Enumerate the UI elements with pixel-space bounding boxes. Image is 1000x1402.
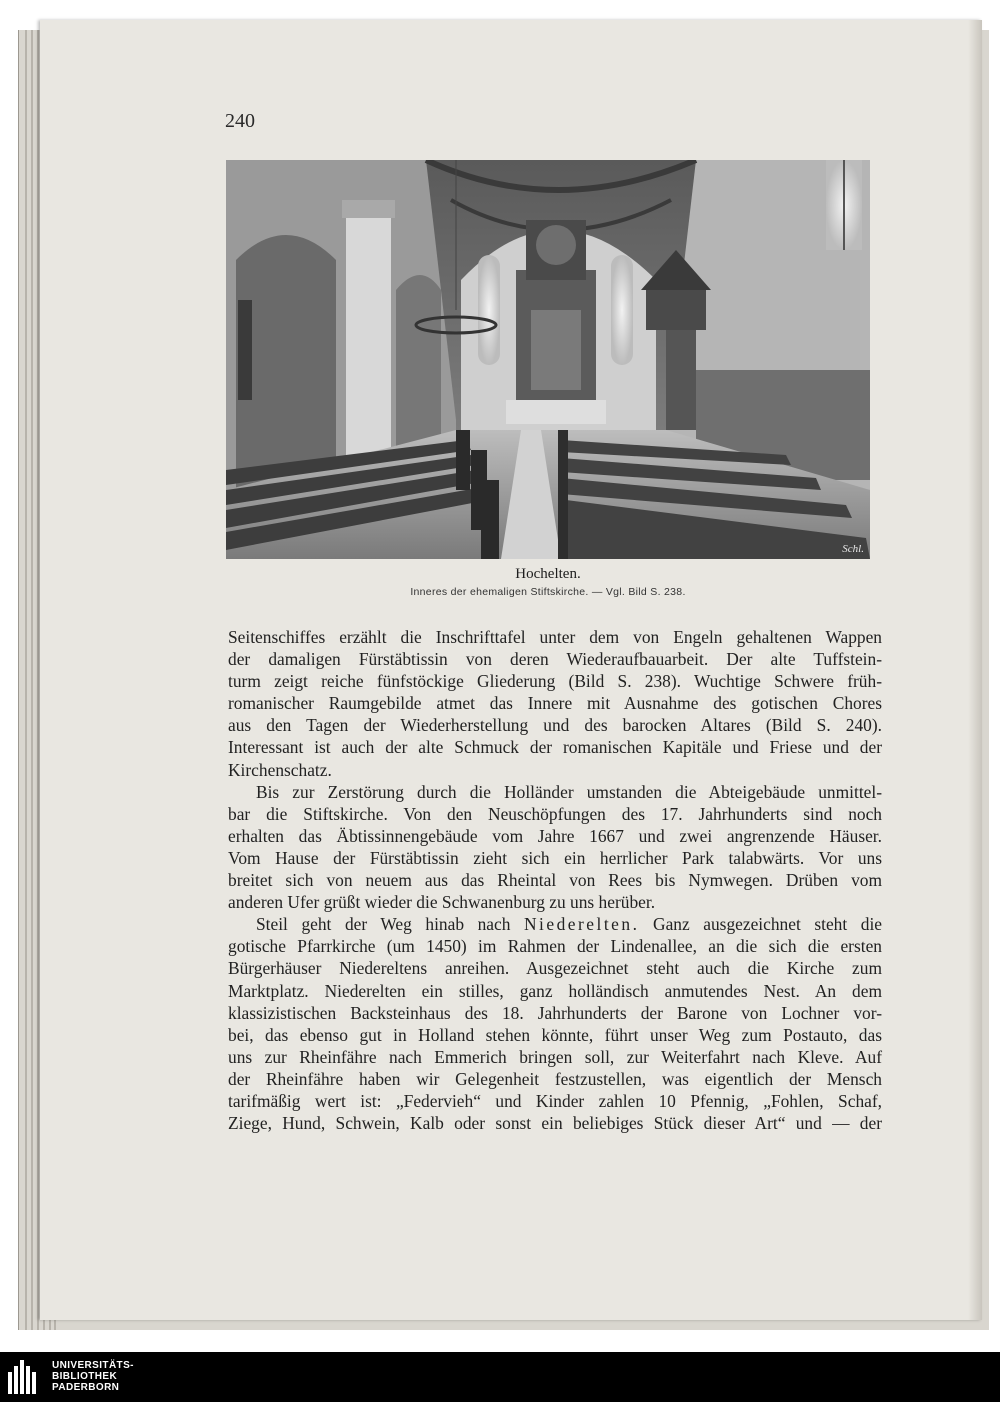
library-name	[52, 1360, 134, 1393]
text-line: Seitenschiffes erzählt die Inschrifttafel unter dem von Engeln gehaltenen Wappen	[228, 627, 882, 647]
place-name-niederelten: Niederelten.	[523, 914, 640, 935]
page-number: 240	[225, 110, 255, 132]
church-interior-photo	[226, 160, 870, 559]
text-line: romanischer Raumgebilde atmet das Innere mit Ausnahme des gotischen Chores	[228, 693, 882, 714]
text-line: bar die Stiftskirche. Von den Neuschöpfungen des 17. Jahrhunderts sind noch	[228, 803, 882, 824]
text-line: Marktplatz. Niederelten ein stilles, ganz holländisch anmutendes Nest. An dem	[228, 980, 882, 1001]
library-name-line: PADERBORN	[52, 1382, 120, 1393]
text-line: bei, das ebenso gut in Holland stehen könnte, führt unser Weg zum Postauto, das	[228, 1024, 882, 1045]
page-edge	[31, 30, 33, 1330]
library-logo-icon	[8, 1360, 42, 1394]
text-line: erhalten das Äbtissinnengebäude vom Jahre 1667 und zwei angrenzende Häuser.	[228, 825, 882, 846]
library-name-line: BIBLIOTHEK	[52, 1371, 118, 1382]
library-footer	[0, 1352, 1000, 1402]
text-line: der Rheinfähre haben wir Gelegenheit festzustellen, was eigentlich der Mensch	[228, 1068, 882, 1089]
text-line: turm zeigt reiche fünfstöckige Gliederung (Bild S. 238). Wuchtige Schwere früh-	[228, 671, 882, 692]
text-line: Bis zur Zerstörung durch die Holländer umstanden die Abteigebäude unmittel-	[256, 781, 882, 802]
text-line: anderen Ufer grüßt wieder die Schwanenburg zu uns herüber.	[228, 892, 656, 913]
figure-caption: Inneres der ehemaligen Stiftskirche. — Vgl. Bild S. 238.	[410, 586, 686, 598]
text-line: tarifmäßig wert ist: „Federvieh“ und Kinder zahlen 10 Pfennig, „Fohlen, Schaf,	[228, 1090, 882, 1111]
text-fragment: Ganz ausgezeichnet steht die	[639, 914, 882, 935]
text-fragment: Steil geht der Weg hinab nach	[256, 914, 524, 935]
page-gutter-shadow	[968, 20, 982, 1320]
text-line: der damaligen Fürstäbtissin von deren Wiederaufbauarbeit. Der alte Tuffstein-	[228, 649, 882, 670]
page-edge	[25, 30, 27, 1330]
text-line: Bürgerhäuser Niedereltens anreihen. Ausgezeichnet steht auch die Kirche zum	[228, 958, 882, 979]
text-line: Vom Hause der Fürstäbtissin zieht sich ein herrlicher Park talabwärts. Vor uns	[228, 847, 882, 868]
figure-title: Hochelten.	[515, 566, 581, 582]
photographer-signature: Schl.	[842, 543, 864, 555]
text-line: klassizistischen Backsteinhaus des 18. Jahrhunderts der Barone von Lochner vor-	[228, 1002, 882, 1023]
text-line	[228, 913, 882, 935]
library-name-line: UNIVERSITÄTS-	[52, 1360, 134, 1371]
text-line: aus den Tagen der Wiederherstellung und des barocken Altares (Bild S. 240).	[228, 715, 882, 736]
church-interior-illustration	[226, 160, 870, 559]
text-line: Kirchenschatz.	[228, 759, 332, 780]
text-line: Ziege, Hund, Schwein, Kalb oder sonst ein beliebiges Stück dieser Art“ und — der	[228, 1113, 882, 1134]
text-line: gotische Pfarrkirche (um 1450) im Rahmen der Lindenallee, an die sich die ersten	[228, 936, 882, 957]
page-edge	[37, 30, 39, 1330]
text-line: uns zur Rheinfähre nach Emmerich bringen soll, zur Weiterfahrt nach Kleve. Auf	[228, 1046, 882, 1067]
text-line: Interessant ist auch der alte Schmuck der romanischen Kapitäle und Friese und der	[228, 737, 882, 758]
text-line: breitet sich von neuem aus das Rheintal von Rees bis Nymwegen. Drüben vom	[228, 870, 882, 891]
body-text	[228, 626, 882, 1134]
